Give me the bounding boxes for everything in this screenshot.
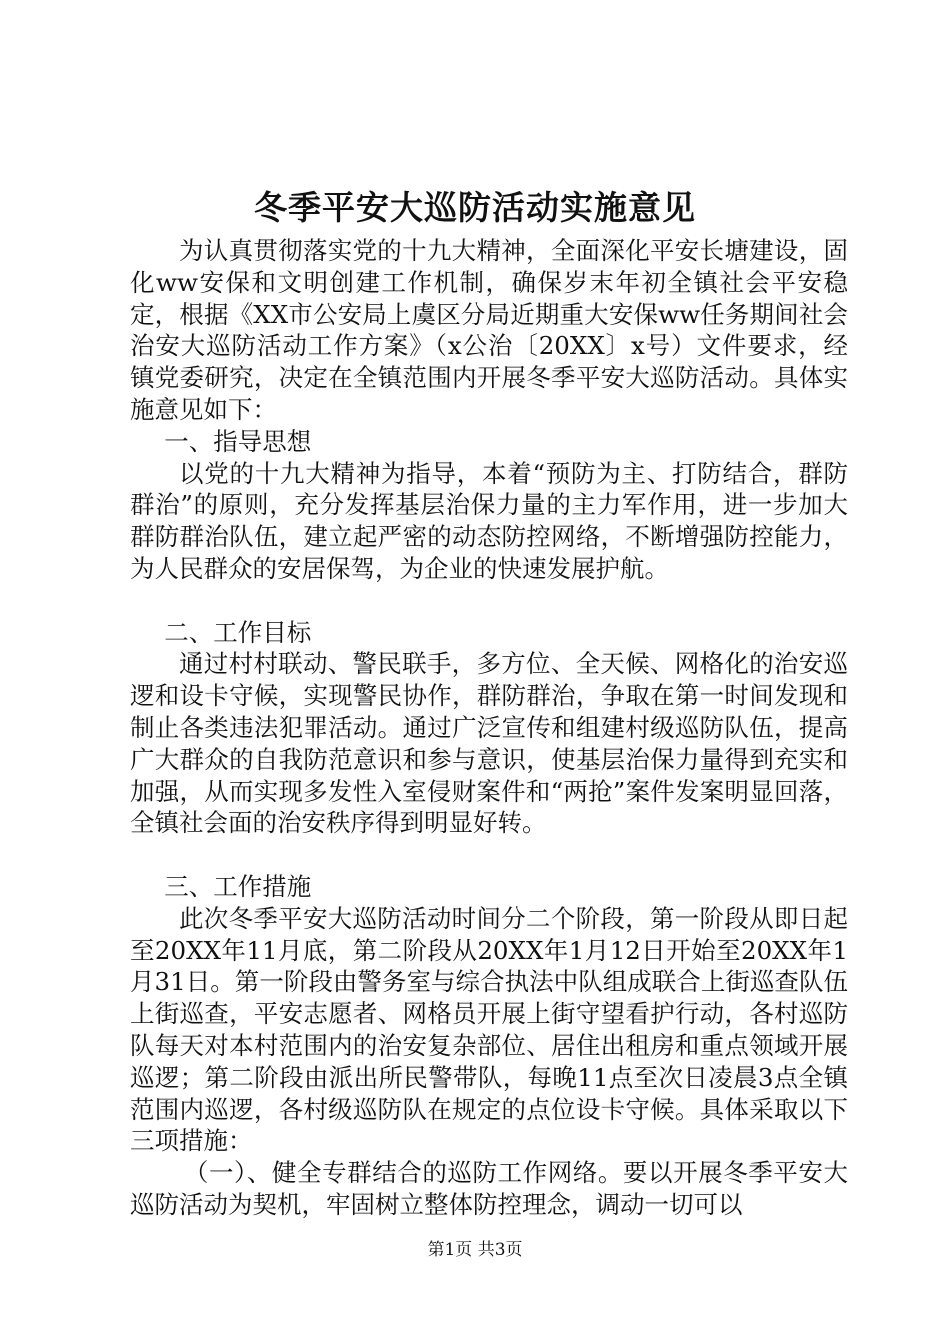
paragraph-gap bbox=[130, 839, 848, 871]
section-heading-3: 三、工作措施 bbox=[164, 871, 312, 901]
section-paragraph-3: 此次冬季平安大巡防活动时间分二个阶段，第一阶段从即日起至20XX年11月底，第二阶段从20XX年1月12日开始至20XX年1月31日。第一阶段由警务室与综合执法中队组成联合上街巡查队伍上街巡查，平安志愿者、网格员开展上街守望看护行动，各村巡防队每天对本村范围内的治安复杂部位、居住出租房和重点领域开展巡逻；第二阶段由派出所民警带队，每晚11点至次日凌晨3点全镇范围内巡逻，各村级巡防队在规定的点位设卡守候。具体采取以下三项措施： bbox=[130, 903, 848, 1156]
document-body bbox=[130, 235, 848, 1221]
section-paragraph-2: 通过村村联动、警民联手，多方位、全天候、网格化的治安巡逻和设卡守候，实现警民协作，群防群治，争取在第一时间发现和制止各类违法犯罪活动。通过广泛宣传和组建村级巡防队伍，提高广大群众的自我防范意识和参与意识，使基层治保力量得到充实和加强，从而实现多发性入室侵财案件和“两抢”案件发案明显回落，全镇社会面的治安秩序得到明显好转。 bbox=[130, 649, 848, 838]
section-paragraph-1: 以党的十九大精神为指导，本着“预防为主、打防结合，群防群治”的原则，充分发挥基层治保力量的主力军作用，进一步加大群防群治队伍，建立起严密的动态防控网络，不断增强防控能力，为人民群众的安居保驾，为企业的快速发展护航。 bbox=[130, 458, 848, 583]
document-title: 冬季平安大巡防活动实施意见 bbox=[254, 188, 696, 227]
intro-paragraph: 为认真贯彻落实党的十九大精神，全面深化平安长塘建设，固化ww安保和文明创建工作机制，确保岁末年初全镇社会平安稳定，根据《XX市公安局上虞区分局近期重大安保ww任务期间社会治安大巡防活动工作方案》（x公治〔20XX〕x号）文件要求，经镇党委研究，决定在全镇范围内开展冬季平安大巡防活动。具体实施意见如下： bbox=[130, 236, 848, 424]
page-footer: 第1页 共3页 bbox=[427, 1240, 523, 1260]
paragraph-gap bbox=[130, 585, 848, 617]
section-heading-2: 二、工作目标 bbox=[164, 617, 312, 647]
section-heading-1: 一、指导思想 bbox=[164, 426, 312, 456]
subsection-paragraph-1: （一）、健全专群结合的巡防工作网络。要以开展冬季平安大巡防活动为契机，牢固树立整体防控理念，调动一切可以 bbox=[130, 1158, 848, 1219]
